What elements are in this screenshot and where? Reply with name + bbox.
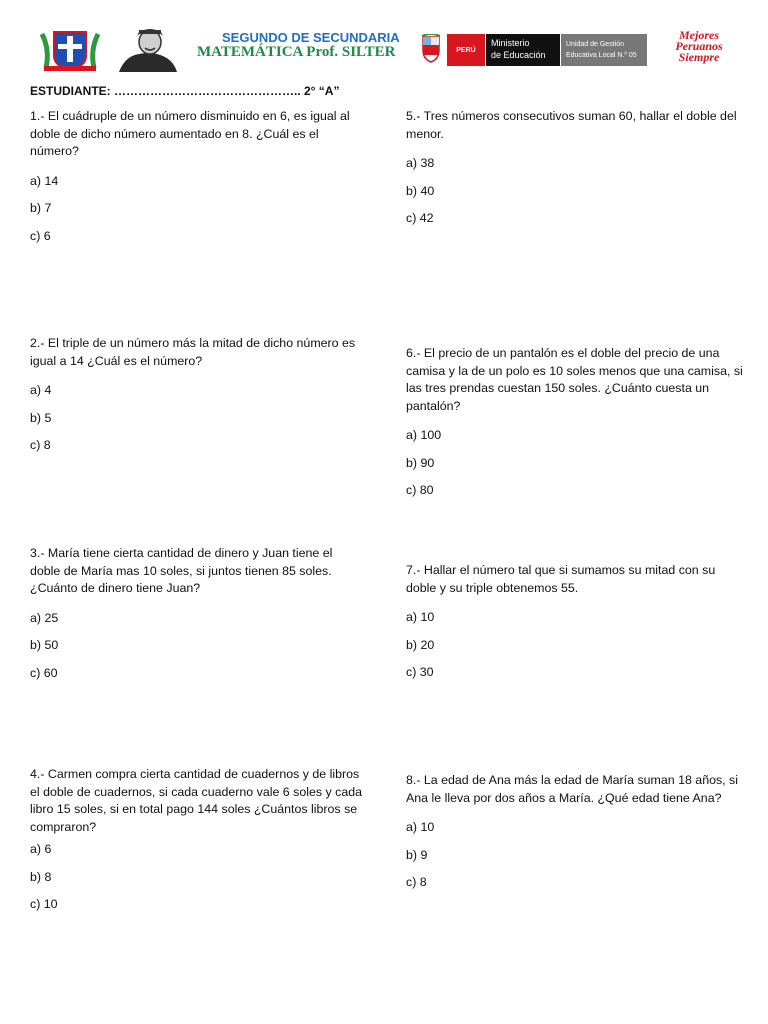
question-stem: 7.- Hallar el número tal que si sumamos su mitad con su doble y su triple obtenemos 55. bbox=[406, 563, 716, 595]
option-c: c) 10 bbox=[30, 897, 58, 911]
option-b: b) 5 bbox=[30, 410, 52, 425]
course-title: SEGUNDO DE SECUNDARIA bbox=[222, 30, 400, 45]
question-8 bbox=[406, 772, 746, 897]
question-stem: 4.- Carmen compra cierta cantidad de cuadernos y de libros el doble de cuadernos, si cada cuaderno vale 6 soles y cada libro 15 soles, si en total pago 144 soles ¿Cuántos libros se compraron? bbox=[30, 767, 363, 834]
question-1 bbox=[30, 108, 365, 250]
question-stem: 3.- María tiene cierta cantidad de dinero y Juan tiene el doble de María mas 10 soles, si juntos tienen 85 soles. ¿Cuánto de dinero tiene Juan? bbox=[30, 546, 333, 595]
question-stem: 1.- El cuádruple de un número disminuido en 6, es igual al doble de dicho número aumentado en 8. ¿Cuál es el número? bbox=[30, 109, 350, 158]
option-a: a) 25 bbox=[30, 610, 59, 625]
option-b: b) 7 bbox=[30, 201, 52, 215]
option-c: c) 8 bbox=[30, 438, 51, 452]
school-crest-icon bbox=[38, 28, 102, 72]
option-c: c) 42 bbox=[406, 211, 434, 225]
question-5 bbox=[406, 108, 746, 233]
option-b: b) 8 bbox=[30, 869, 52, 884]
option-c: c) 6 bbox=[30, 228, 51, 243]
option-a: a) 14 bbox=[30, 173, 59, 188]
option-a: a) 10 bbox=[406, 820, 435, 834]
question-7 bbox=[406, 562, 746, 687]
question-6 bbox=[406, 345, 746, 505]
question-stem: 5.- Tres números consecutivos suman 60, hallar el doble del menor. bbox=[406, 109, 737, 141]
option-b: b) 20 bbox=[406, 637, 435, 652]
option-a: a) 100 bbox=[406, 428, 442, 442]
option-b: b) 9 bbox=[406, 847, 428, 862]
question-2 bbox=[30, 335, 365, 460]
option-b: b) 40 bbox=[406, 183, 435, 198]
header bbox=[0, 0, 768, 85]
question-4 bbox=[30, 766, 365, 919]
option-a: a) 10 bbox=[406, 610, 435, 624]
option-a: a) 4 bbox=[30, 383, 52, 397]
peru-label: PERÚ bbox=[447, 34, 485, 66]
option-a: a) 6 bbox=[30, 842, 52, 856]
question-stem: 2.- El triple de un número más la mitad de dicho número es igual a 14 ¿Cuál es el número? bbox=[30, 336, 356, 368]
ugel-label: Unidad de Gestión Educativa Local N.º 05 bbox=[561, 34, 647, 66]
option-c: c) 8 bbox=[406, 875, 427, 889]
portrait-illustration bbox=[117, 26, 179, 72]
option-b: b) 90 bbox=[406, 455, 435, 470]
subject-teacher-title: MATEMÁTICA Prof. SILTER bbox=[197, 44, 396, 60]
option-c: c) 80 bbox=[406, 483, 434, 497]
question-stem: 6.- El precio de un pantalón es el doble del precio de una camisa y la de un polo es 10 soles menos que una camisa, si las tres prendas cuestan 150 soles. ¿Cuánto cuesta un pantalón? bbox=[406, 346, 743, 413]
student-name-line: ESTUDIANTE: ……………………………………….. 2° “A” bbox=[30, 84, 340, 98]
question-stem: 8.- La edad de Ana más la edad de María suman 18 años, si Ana le lleva por dos años a María. ¿Qué edad tiene Ana? bbox=[406, 773, 739, 805]
slogan-logo: Mejores Peruanos Siempre bbox=[675, 28, 723, 64]
option-c: c) 30 bbox=[406, 665, 434, 679]
option-a: a) 38 bbox=[406, 156, 435, 170]
ministry-label: Ministerio de Educación bbox=[486, 34, 560, 66]
option-b: b) 50 bbox=[30, 638, 59, 652]
question-3 bbox=[30, 545, 365, 687]
option-c: c) 60 bbox=[30, 665, 58, 680]
peru-shield-icon bbox=[420, 34, 442, 64]
